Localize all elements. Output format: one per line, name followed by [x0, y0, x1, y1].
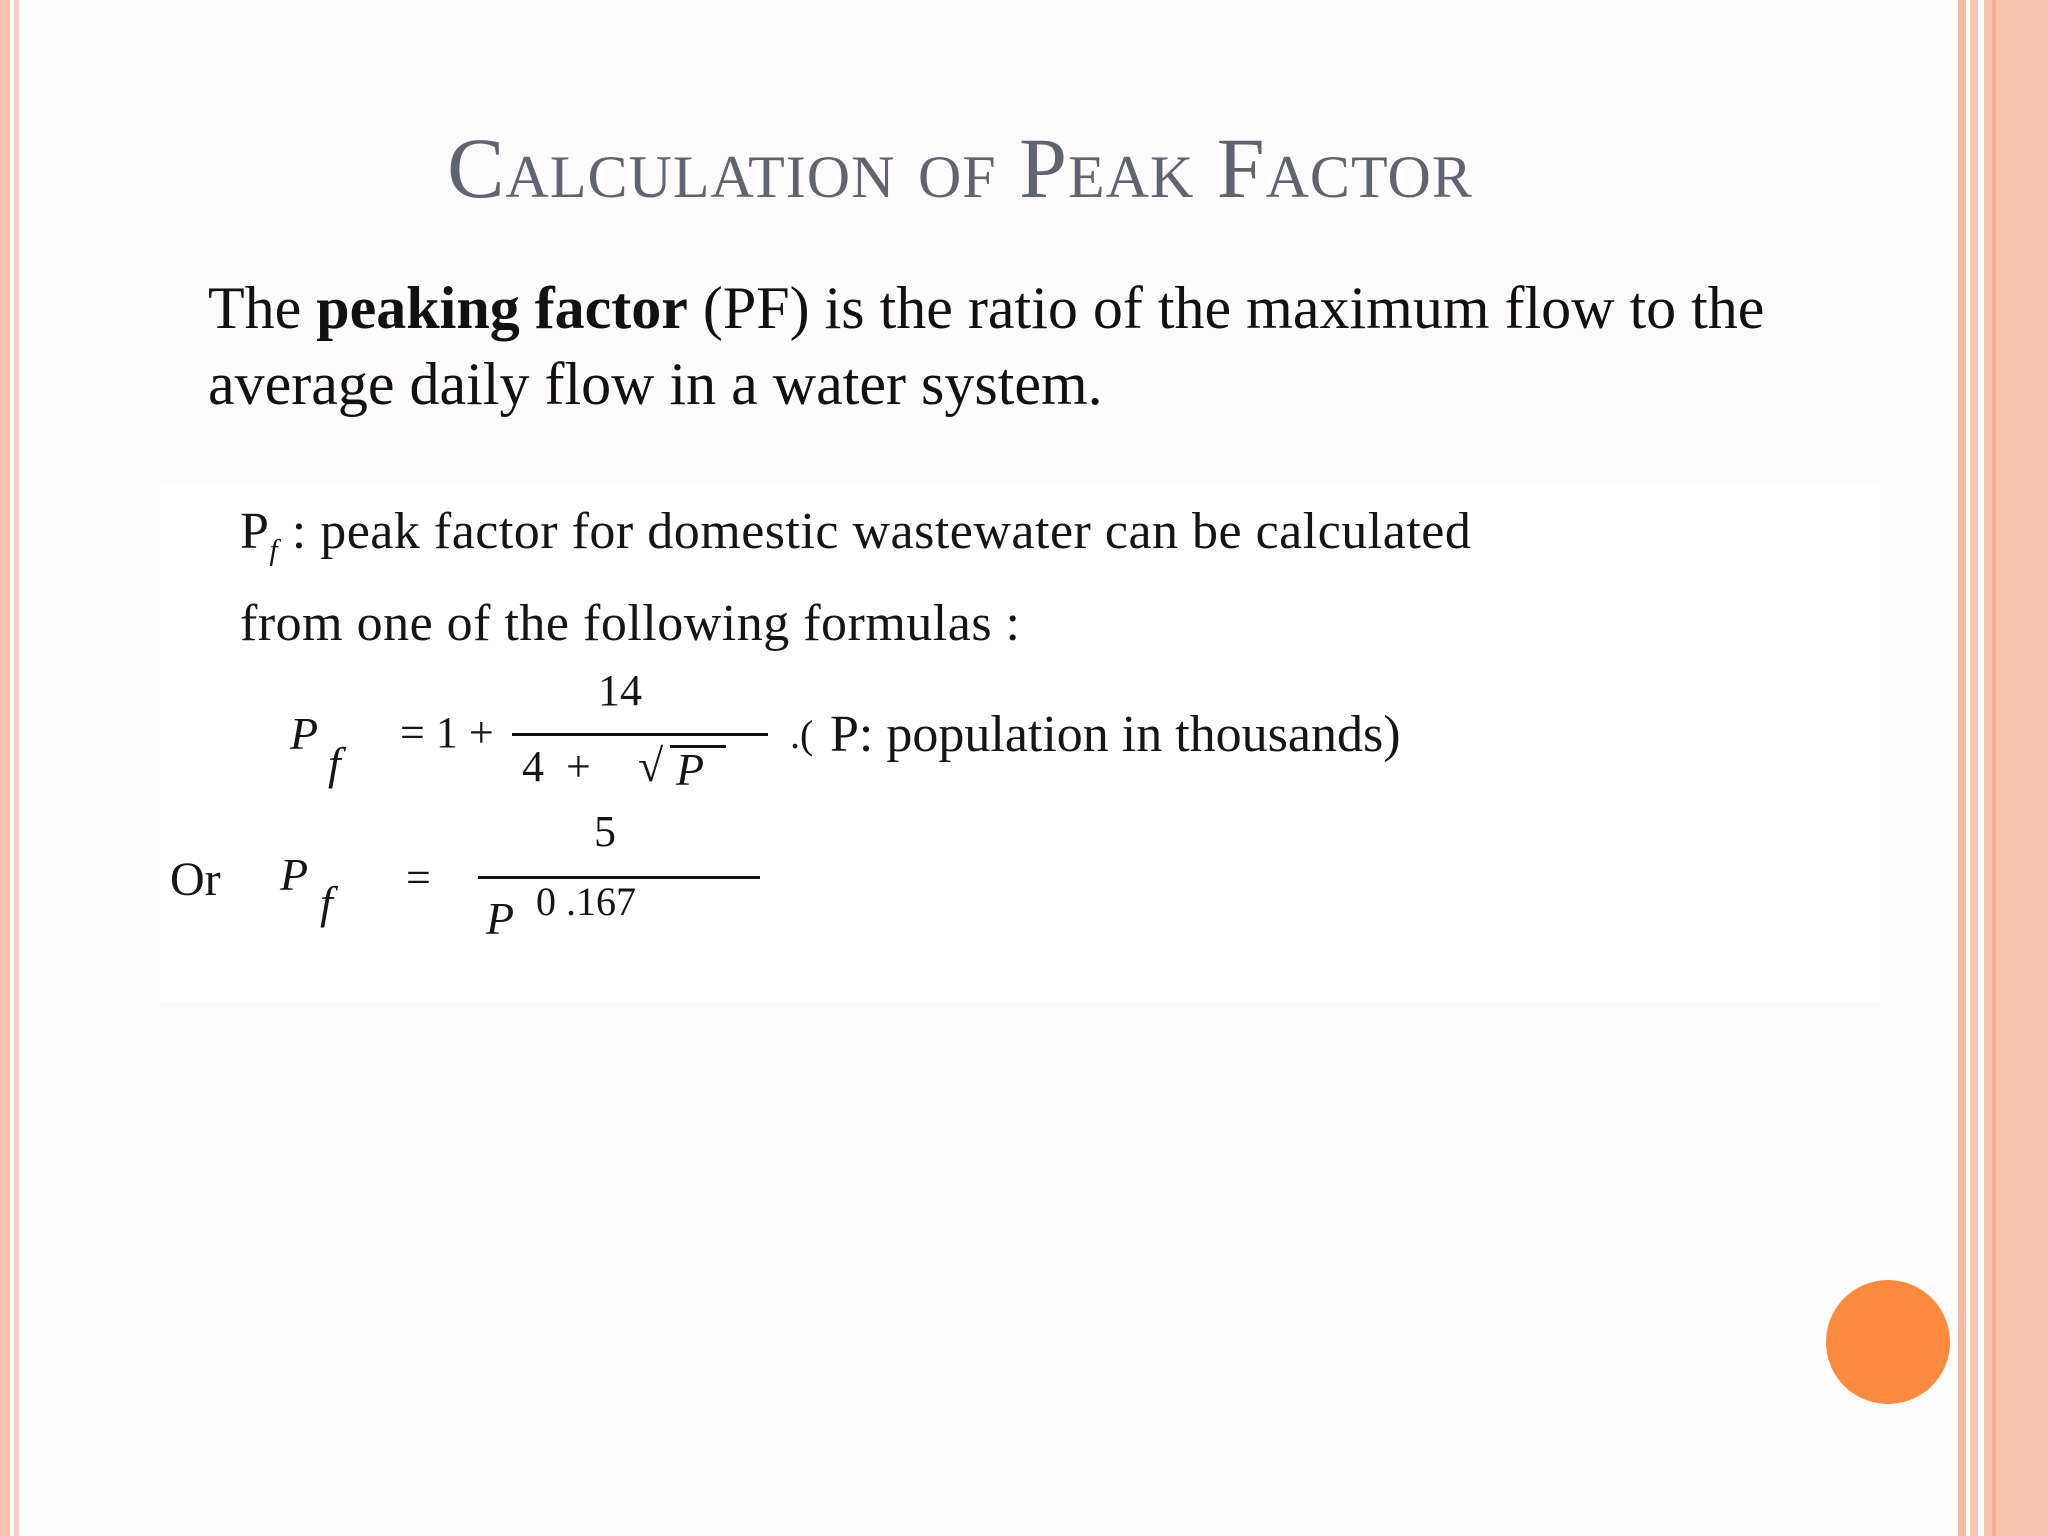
left-border-stripe-inner [14, 0, 19, 1536]
decorative-orange-dot [1826, 1280, 1950, 1404]
intro-text-rest: (PF) is the ratio of the maximum flow to the average daily flow in a water system. [208, 275, 1765, 417]
eq1-sqrt-symbol: √ [638, 740, 664, 791]
right-border-stripe [1958, 0, 1966, 1536]
eq2-lhs-subscript: f [320, 877, 333, 928]
right-border-stripe-inner [1970, 0, 1978, 1536]
intro-paragraph [208, 270, 1908, 422]
formula-image [160, 482, 1880, 1002]
eq1-numerator: 14 [598, 666, 642, 715]
formula-description-line-2: from one of the following formulas : [240, 595, 1021, 652]
equation-2 [170, 807, 1170, 972]
eq2-or: Or [170, 853, 221, 906]
eq2-equals: = [406, 853, 431, 902]
eq1-equals-one-plus: = 1 + [400, 708, 494, 757]
eq2-numerator: 5 [594, 807, 616, 856]
eq1-note-prefix: .( [790, 712, 814, 757]
formula-description-line-1 [240, 502, 1471, 567]
left-border-stripe [0, 0, 10, 1536]
eq1-fraction-bar [512, 733, 768, 736]
formula-description-text: : peak factor for domestic wastewater can be calculated [278, 503, 1472, 560]
eq1-sqrt-argument: P [676, 744, 705, 795]
intro-text-start: The [208, 275, 317, 341]
equation-1 [290, 666, 1890, 817]
slide-title: Calculation of Peak Factor [447, 120, 1473, 216]
pf-symbol: $P_f$ [240, 503, 279, 567]
eq1-lhs-subscript: f [328, 738, 341, 789]
eq2-lhs-symbol: P [280, 849, 309, 900]
intro-bold-term: peaking factor [316, 275, 688, 341]
right-border-band-line [1992, 0, 1996, 1536]
eq2-denominator-base: P [486, 893, 515, 944]
eq1-lhs-symbol: P [290, 708, 319, 759]
eq1-note: P: population in thousands) [830, 706, 1401, 763]
eq1-denominator-prefix: 4 + [522, 742, 591, 791]
eq2-denominator-exponent: 0 .167 [536, 879, 636, 924]
